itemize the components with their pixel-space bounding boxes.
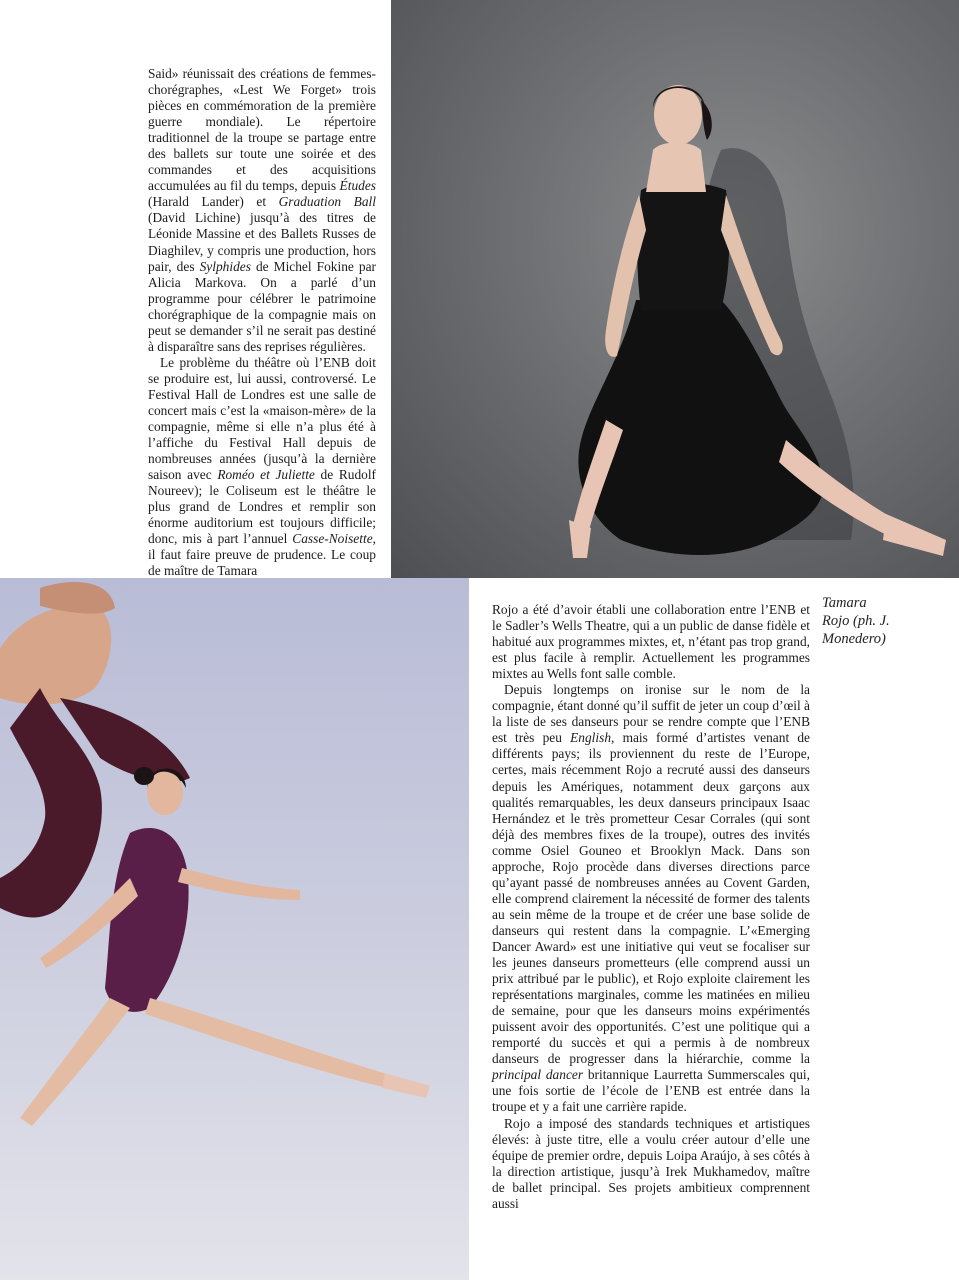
paragraph: Depuis longtemps on ironise sur le nom de la compagnie, étant donné qu’il suffit de jeter un coup d’œil à la liste de ses danseurs pour se rendre compte que l’ENB est très peu English, mais formé d’artistes venant de différents pays; ils proviennent du reste de l’Europe, certes, mais récemment Rojo a recruté aussi des danseurs depuis les Amériques, notamment deux garçons aux qualités remarquables, les deux danseurs principaux Isaac Hernández et le très prometteur Cesar Corrales (qui sont déjà des membres fixes de la troupe), outres des invités comme Osiel Gouneo et Brooklyn Mack. Dans son approche, Rojo procède dans diverses directions parce qu’ayant passé de nombreuses années au Covent Garden, elle comprend clairement la nécessité de former des talents au sein même de la troupe et de créer une base solide de danseurs qui restent dans la compagnie. L’«Emerging Dancer Award» est une initiative qui veut se focaliser sur les jeunes danseurs prometteurs (elle comprend aussi un prix attribué par le public), et Rojo exploite clairement les représentations marginales, comme les matinées en milieu de semaine, pour que les danseurs moins expérimentés puissent avoir des opportunités. C’est une politique qui a remporté du succès et qui a permis à de nombreux danseurs de progresser dans la hiérarchie, comme la principal dancer britannique Laurretta Summerscales qui, une fois sortie de l’école de l’ENB est entrée dans la troupe et y a fait une carrière rapide.: [492, 682, 810, 1115]
article-column-bottom: [492, 602, 810, 1212]
photo-tamara-rojo-seated: [391, 0, 959, 578]
photo-leaping-dancers: [0, 578, 469, 1280]
paragraph: Rojo a été d’avoir établi une collaboration entre l’ENB et le Sadler’s Wells Theatre, qui a un public de danse fidèle et habitué aux programmes mixtes, et, n’étant pas trop grand, est plus facile à remplir. Actuellement les programmes mixtes au Wells font salle comble.: [492, 602, 810, 682]
article-column-top: [148, 66, 376, 580]
leaping-dancers-illustration: [0, 578, 469, 1280]
seated-dancer-illustration: [391, 0, 959, 578]
paragraph: Said» réunissait des créations de femmes-chorégraphes, «Lest We Forget» trois pièces en commémoration de la première guerre mondiale). Le répertoire traditionnel de la troupe se partage entre des ballets sur toute une soirée et des commandes et des acquisitions accumulées au fil du temps, depuis Études (Harald Lander) et Graduation Ball (David Lichine) jusqu’à des titres de Léonide Massine et des Ballets Russes de Diaghilev, y compris une production, hors pair, des Sylphides de Michel Fokine par Alicia Markova. On a parlé d’un programme pour célébrer le patrimoine chorégraphique de la compagnie mais on peut se demander s’il ne serait pas destiné à disparaître sans des reprises régulières.: [148, 66, 376, 354]
paragraph: Rojo a imposé des standards techniques et artistiques élevés: à juste titre, elle a voulu créer autour d’elle une équipe de premier ordre, depuis Loipa Araújo, à ses côtés à la direction artistique, jusqu’à Irek Mukhamedov, maître de ballet principal. Ses projets ambitieux comprennent aussi: [492, 1115, 810, 1211]
paragraph: Le problème du théâtre où l’ENB doit se produire est, lui aussi, controversé. Le Festival Hall de Londres est une salle de concert mais c’est la «maison-mère» de la compagnie, même si elle n’a plus été à l’affiche du Festival Hall depuis de nombreuses années (jusqu’à la dernière saison avec Roméo et Juliette de Rudolf Noureev); le Coliseum est le théâtre le plus grand de Londres et remplir son énorme auditorium est toujours difficile; donc, mis à part l’annuel Casse-Noisette, il faut faire preuve de prudence. Le coup de maître de Tamara: [148, 354, 377, 579]
photo-caption: Tamara Rojo (ph. J. Monedero): [822, 595, 890, 647]
